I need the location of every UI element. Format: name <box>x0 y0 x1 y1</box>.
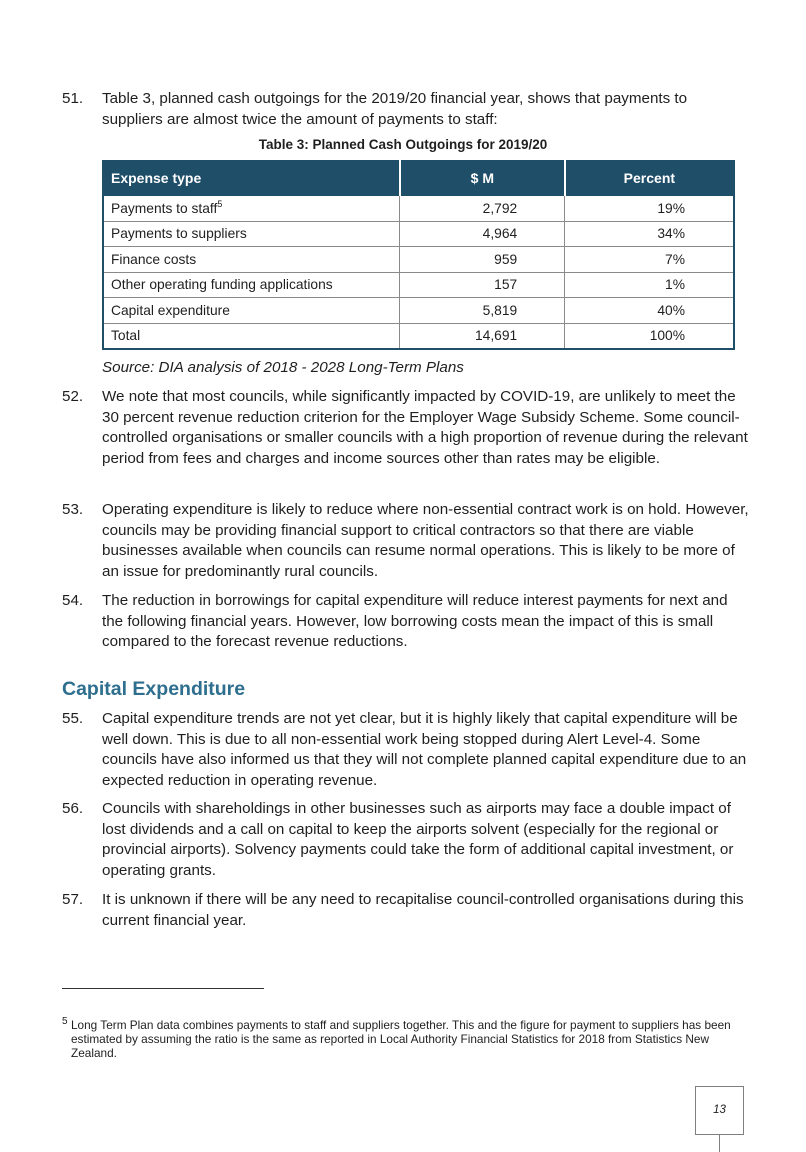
paragraph-56 <box>62 799 752 881</box>
paragraph-number: 54. <box>62 592 84 609</box>
expense-label-cell: Capital expenditure <box>103 298 400 324</box>
footnote-separator <box>62 988 264 989</box>
expense-label-cell: Payments to suppliers <box>103 221 400 247</box>
paragraph-55 <box>62 709 752 791</box>
table-row <box>103 221 734 247</box>
table-header-row <box>103 161 734 195</box>
percent-cell: 34% <box>565 221 734 247</box>
expense-label-cell: Payments to staff$^5$ <box>103 195 400 221</box>
section-heading: Capital Expenditure <box>62 678 246 700</box>
amount-cell: 959 <box>400 247 565 273</box>
table-total-row <box>103 323 734 349</box>
expense-label-cell: Other operating funding applications <box>103 272 400 298</box>
paragraph-text: The reduction in borrowings for capital expenditure will reduce interest payments for next and the following financial years. However, low borrowing costs mean the impact of this is small compared to the forecast revenue reductions. <box>102 592 728 650</box>
percent-cell: 19% <box>565 195 734 221</box>
footnote-text: Long Term Plan data combines payments to staff and suppliers together. This and the figure for payment to suppliers has been estimated by assuming the ratio is the same as reported in Local Authority Financial Statistics for 2018 from Statistics New Zealand. <box>71 1018 731 1060</box>
paragraph-text: We note that most councils, while significantly impacted by COVID-19, are unlikely to meet the 30 percent revenue reduction criterion for the Employer Wage Subsidy Scheme. Some council-controlled organisations or smaller councils with a high proportion of revenue during the relevant period from fees and charges and income sources other than rates may be eligible. <box>102 388 748 467</box>
table-source-note: Source: DIA analysis of 2018 - 2028 Long-Term Plans <box>102 359 464 376</box>
paragraph-text: Table 3, planned cash outgoings for the 2019/20 financial year, shows that payments to suppliers are almost twice the amount of payments to staff: <box>102 90 688 128</box>
amount-cell: 5,819 <box>400 298 565 324</box>
amount-cell: 14,691 <box>400 323 565 349</box>
column-header-expense-type: Expense type <box>103 161 400 195</box>
percent-cell: 1% <box>565 272 734 298</box>
paragraph-51 <box>62 89 752 130</box>
footnote <box>62 1018 752 1060</box>
paragraph-text: Councils with shareholdings in other businesses such as airports may face a double impact of lost dividends and a call on capital to keep the airports solvent (especially for the regional or provincial airports). Solvency payments could take the form of additional capital investment, or operating grants. <box>102 800 734 879</box>
column-header-percent: Percent <box>565 161 734 195</box>
amount-cell: 157 <box>400 272 565 298</box>
paragraph-text: Capital expenditure trends are not yet clear, but it is highly likely that capital expenditure will be well down. This is due to all non-essential work being stopped during Alert Level-4. Some councils have also informed us that they will not complete planned capital expenditure due to an expected reduction in operating revenue. <box>102 710 747 789</box>
footnote-ref: 5 <box>217 198 223 209</box>
footnote-number: 5 <box>62 1016 68 1027</box>
percent-cell: 100% <box>565 323 734 349</box>
table-row <box>103 272 734 298</box>
paragraph-52 <box>62 387 752 469</box>
paragraph-number: 53. <box>62 501 84 518</box>
paragraph-53 <box>62 500 752 582</box>
table-row <box>103 195 734 221</box>
table-row <box>103 298 734 324</box>
paragraph-number: 57. <box>62 891 84 908</box>
expense-label-cell: Total <box>103 323 400 349</box>
paragraph-number: 55. <box>62 710 84 727</box>
expense-label-cell: Finance costs <box>103 247 400 273</box>
percent-cell: 40% <box>565 298 734 324</box>
table-caption: Table 3: Planned Cash Outgoings for 2019/20 <box>258 137 548 152</box>
page-number-line <box>719 1134 720 1152</box>
paragraph-57 <box>62 890 752 931</box>
cash-outgoings-table <box>102 160 735 350</box>
amount-cell: 4,964 <box>400 221 565 247</box>
amount-cell: 2,792 <box>400 195 565 221</box>
table-row <box>103 247 734 273</box>
paragraph-text: It is unknown if there will be any need to recapitalise council-controlled organisations during this current financial year. <box>102 891 744 929</box>
percent-cell: 7% <box>565 247 734 273</box>
page-number: 13 <box>695 1086 744 1135</box>
column-header-amount: $ M <box>400 161 565 195</box>
paragraph-number: 56. <box>62 800 84 817</box>
paragraph-54 <box>62 591 752 653</box>
paragraph-number: 51. <box>62 90 84 107</box>
paragraph-number: 52. <box>62 388 84 405</box>
paragraph-text: Operating expenditure is likely to reduce where non-essential contract work is on hold. However, councils may be providing financial support to critical contractors so that there are viable businesses available when councils can resume normal operations. This is likely to be more of an issue for predominantly rural councils. <box>102 501 749 580</box>
